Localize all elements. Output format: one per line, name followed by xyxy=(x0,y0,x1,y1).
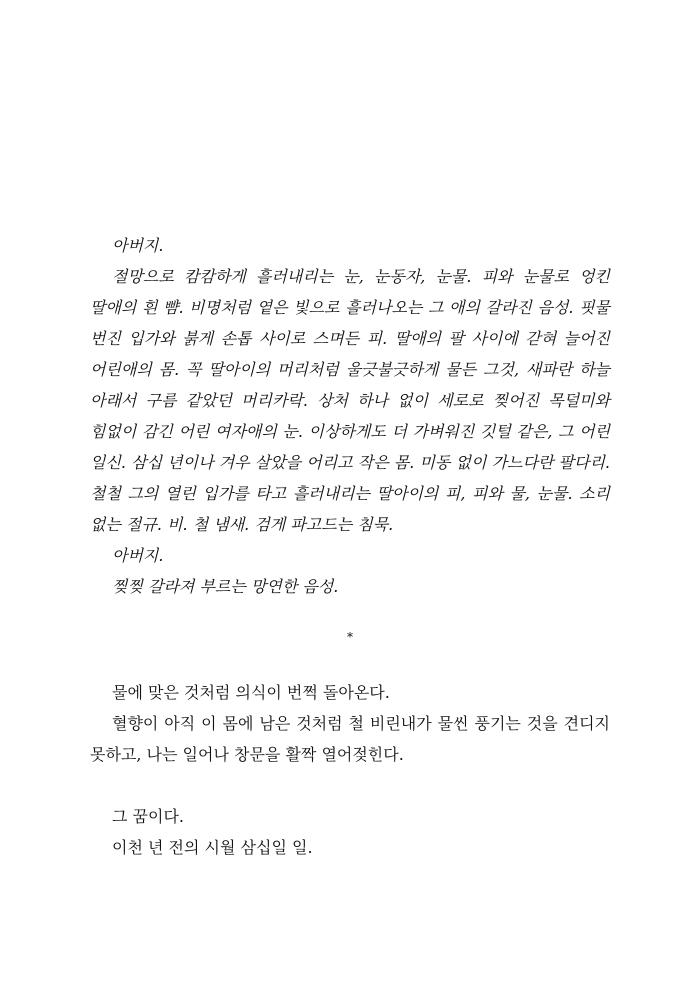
paragraph: 아버지. xyxy=(112,546,164,565)
memory-section xyxy=(90,801,610,863)
paragraph: 아버지. xyxy=(112,236,164,255)
paragraph: 물에 맞은 것처럼 의식이 번쩍 돌아온다. xyxy=(112,683,390,702)
paragraph: 찢찢 갈라져 부르는 망연한 음성. xyxy=(112,577,339,596)
paragraph: 절망으로 캄캄하게 흘러내리는 눈, 눈동자, 눈물. 피와 눈물로 엉킨 딸애의 흰 뺨. 비명처럼 옅은 빛으로 흘러나오는 그 애의 갈라진 음성. 핏물 번진 입가와 붉게 손톱 사이로 스며든 피. 딸애의 팔 사이에 갇혀 늘어진 어린애의 몸. 꼭 딸아이의 머리처럼 울긋불긋하게 물든 그것, 새파란 하늘 아래서 구름 같았던 머리카락. 상처 하나 없이 세로로 찢어진 목덜미와 힘없이 감긴 어린 여자애의 눈. 이상하게도 더 가벼워진 깃털 같은, 그 어린 일신. 삼십 년이나 겨우 살았을 어리고 작은 몸. 미동 없이 가느다란 팔다리. 철철 그의 열린 입가를 타고 흘러내리는 딸아이의 피, 피와 물, 눈물. 소리 없는 절규. 비. 철 냄새. 검게 파고드는 침묵. xyxy=(90,267,610,534)
waking-section xyxy=(90,677,610,770)
paragraph: 이천 년 전의 시월 삼십일 일. xyxy=(112,838,313,857)
paragraph: 그 꿈이다. xyxy=(112,807,184,826)
blank-line xyxy=(90,770,610,801)
section-separator: * xyxy=(347,630,353,644)
dream-section xyxy=(90,230,610,602)
paragraph: 혈향이 아직 이 몸에 남은 것처럼 철 비린내가 물씬 풍기는 것을 견디지 못하고, 나는 일어나 창문을 활짝 열어젖힌다. xyxy=(90,714,610,764)
document-page xyxy=(90,230,610,863)
